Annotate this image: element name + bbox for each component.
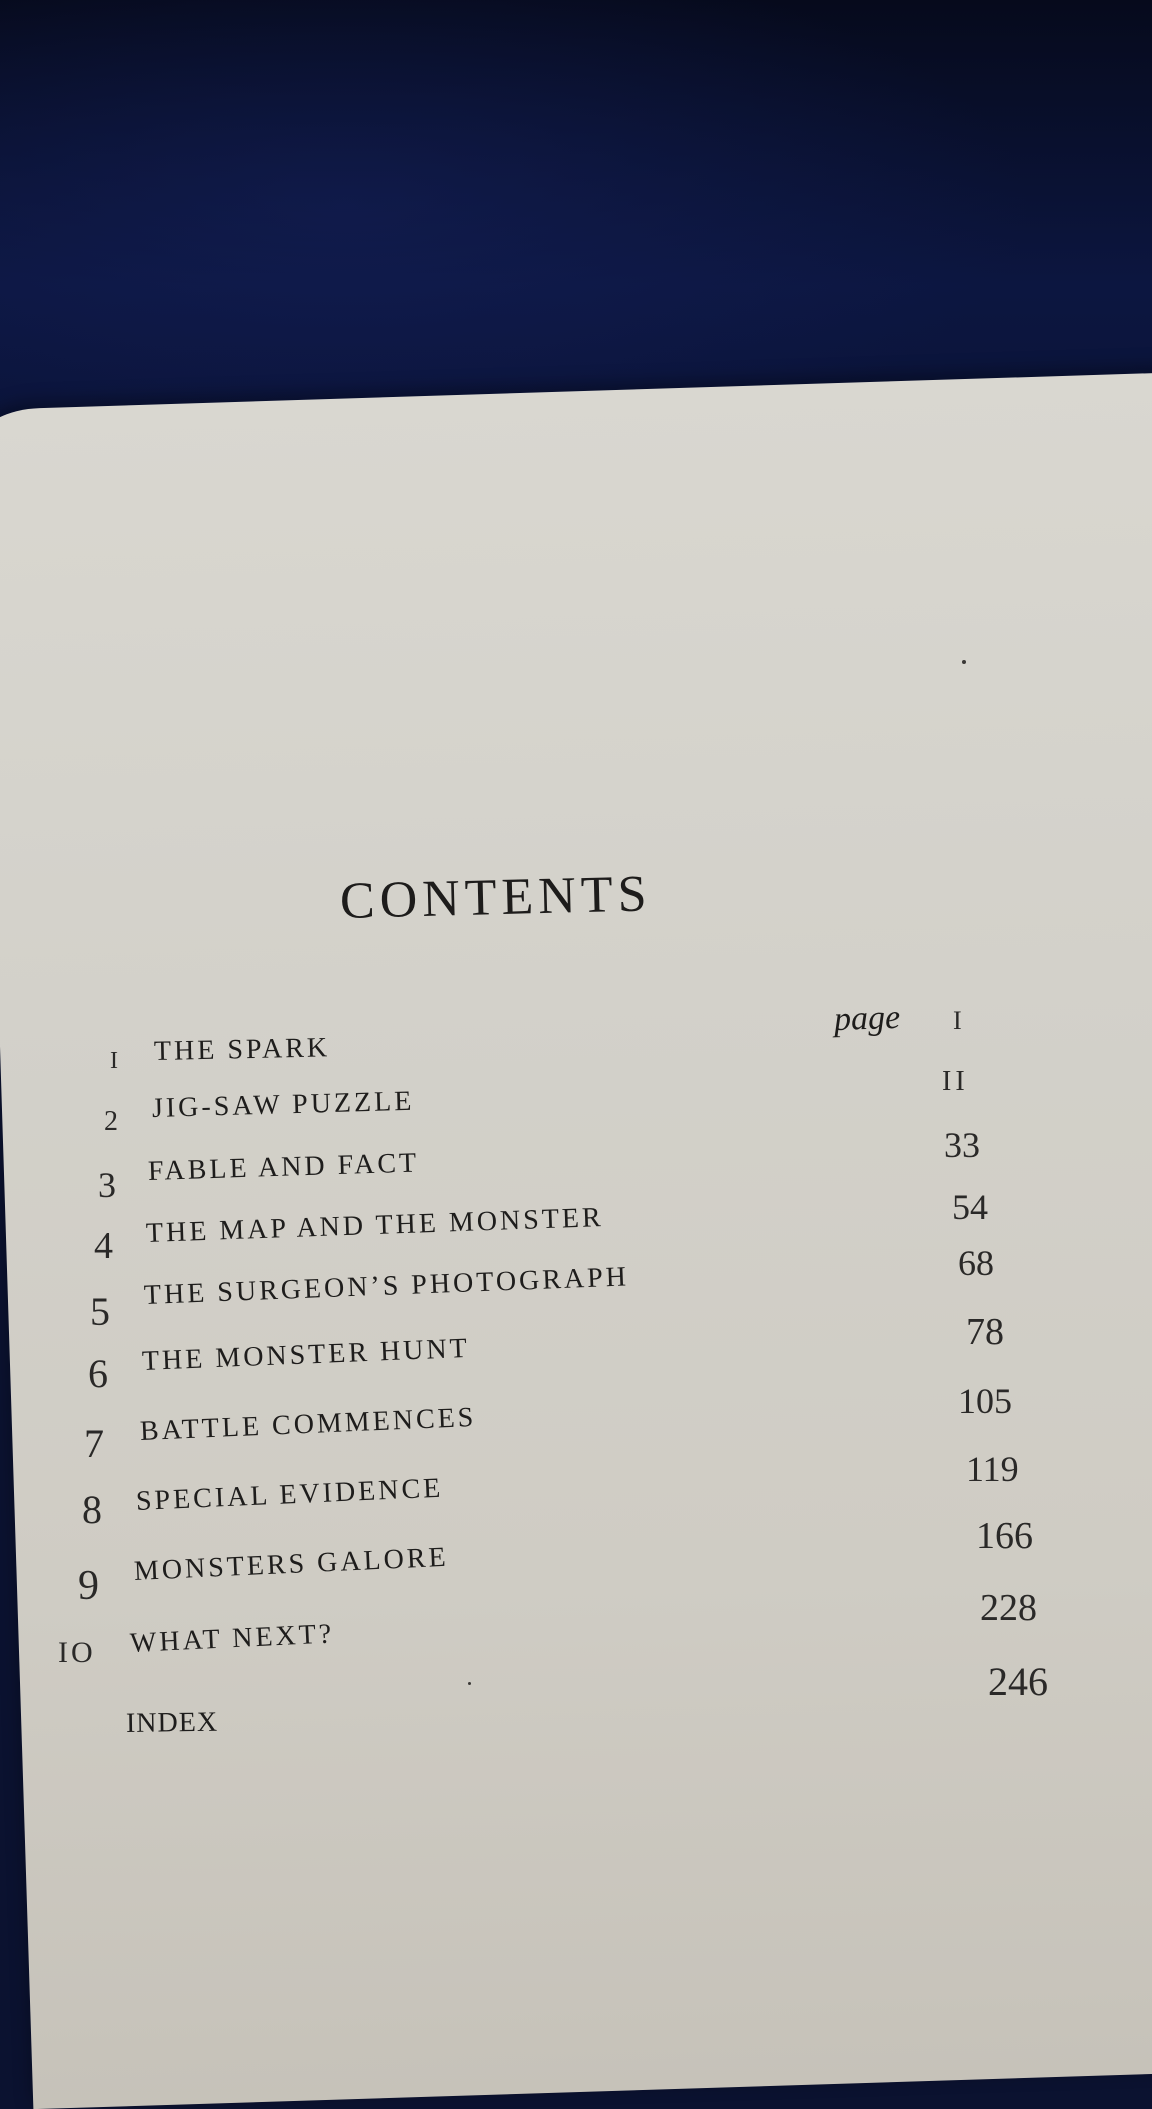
- chapter-title: THE MAP AND THE MONSTER: [145, 1202, 605, 1249]
- page-column-label: page: [833, 998, 901, 1039]
- index-page: 246: [988, 1659, 1048, 1704]
- paper-speck: [468, 1682, 471, 1685]
- chapter-page: 228: [980, 1587, 1037, 1629]
- chapter-title: WHAT NEXT?: [129, 1618, 335, 1659]
- contents-heading: CONTENTS: [339, 865, 653, 930]
- chapter-page: 166: [976, 1515, 1033, 1557]
- chapter-title: SPECIAL EVIDENCE: [135, 1472, 444, 1517]
- chapter-number: 5: [90, 1289, 110, 1334]
- chapter-title: FABLE AND FACT: [147, 1147, 420, 1187]
- chapter-number: 7: [84, 1421, 104, 1466]
- chapter-title: MONSTERS GALORE: [133, 1541, 450, 1587]
- chapter-page: 78: [966, 1311, 1004, 1353]
- chapter-title: THE SURGEON’S PHOTOGRAPH: [143, 1261, 630, 1311]
- chapter-title: THE MONSTER HUNT: [141, 1332, 471, 1377]
- chapter-page: 33: [944, 1125, 980, 1165]
- chapter-number: 2: [104, 1106, 118, 1137]
- chapter-page: 68: [958, 1243, 994, 1283]
- chapter-title: BATTLE COMMENCES: [139, 1401, 477, 1447]
- index-title: INDEX: [125, 1706, 219, 1739]
- chapter-page: 54: [952, 1187, 988, 1227]
- chapter-number: IO: [58, 1636, 96, 1669]
- chapter-page: II: [942, 1066, 969, 1097]
- chapter-number: I: [110, 1048, 120, 1074]
- chapter-title: JIG-SAW PUZZLE: [151, 1085, 415, 1124]
- chapter-page: 119: [966, 1449, 1019, 1489]
- chapter-title: THE SPARK: [153, 1032, 331, 1067]
- paper-speck: [962, 660, 966, 664]
- chapter-page: 105: [958, 1381, 1012, 1421]
- chapter-number: 4: [94, 1225, 113, 1267]
- chapter-number: 9: [78, 1563, 99, 1609]
- chapter-number: 8: [82, 1487, 102, 1532]
- chapter-number: 3: [98, 1165, 116, 1205]
- chapter-number: 6: [88, 1351, 108, 1396]
- chapter-page: I: [953, 1006, 965, 1035]
